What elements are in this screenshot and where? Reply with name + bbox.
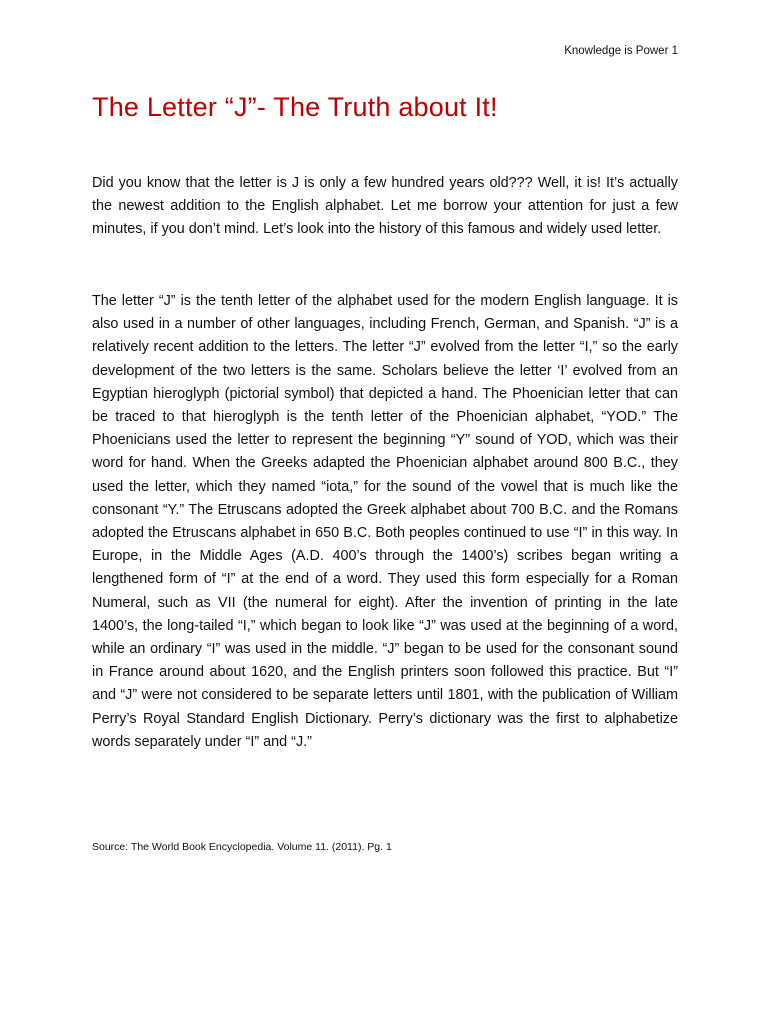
intro-paragraph: Did you know that the letter is J is only a few hundred years old??? Well, it is! It’s actually the newest addition to the English alphabet. Let me borrow your attention for just a few minutes, if you don’t mind. Let’s look into the history of this famous and widely used letter. xyxy=(92,175,678,238)
source-citation: Source: The World Book Encyclopedia. Volume 11. (2011). Pg. 1 xyxy=(92,841,392,853)
running-header: Knowledge is Power 1 xyxy=(564,45,678,57)
history-paragraph: The letter “J” is the tenth letter of the alphabet used for the modern English language. It is also used in a number of other languages, including French, German, and Spanish. “J” is a relatively recent addition to the letters. The letter “J” evolved from the letter “I,” so the early development of the two letters is the same. Scholars believe the letter ‘I’ evolved from an Egyptian hieroglyph (pictorial symbol) that depicted a hand. The Phoenician letter that can be traced to that hieroglyph is the tenth letter of the Phoenician alphabet, “YOD.” The Phoenicians used the letter to represent the beginning “Y” sound of YOD, which was their word for hand. When the Greeks adapted the Phoenician alphabet around 800 B.C., they used the letter, which they named “iota,” for the sound of the vowel that is much like the consonant “Y.” The Etruscans adopted the Greek alphabet about 700 B.C. and the Romans adopted the Etruscans alphabet in 650 B.C. Both peoples continued to use “I” in this way. In Europe, in the Middle Ages (A.D. 400’s through the 1400’s) scribes began writing a lengthened form of “I” at the end of a word. They used this form especially for a Roman Numeral, such as VII (the numeral for eight). After the invention of printing in the late 1400’s, the long-tailed “I,” which began to look like “J” was used at the beginning of a word, while an ordinary “I” was used in the middle. “J” began to be used for the consonant sound in France around about 1620, and the English printers soon followed this practice. But “I” and “J” were not considered to be separate letters until 1801, with the publication of William Perry’s Royal Standard English Dictionary. Perry’s dictionary was the first to alphabetize words separately under “I” and “J.” xyxy=(92,293,678,750)
article-title: The Letter “J”- The Truth about It! xyxy=(92,92,498,122)
